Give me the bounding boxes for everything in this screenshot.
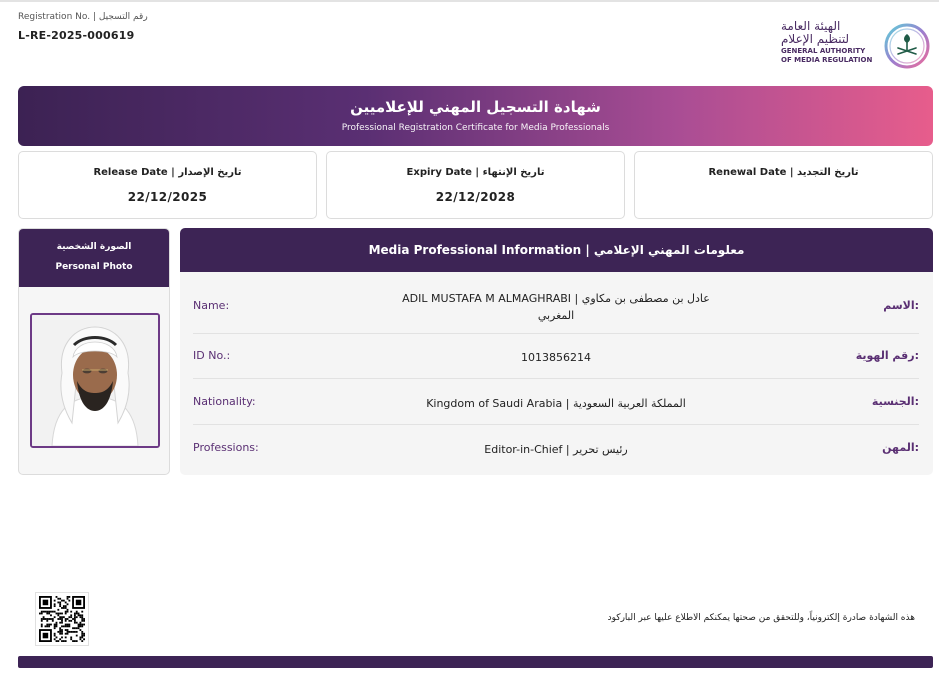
info-header: Media Professional Information | معلومات المهني الإعلامي <box>180 228 933 272</box>
renewal-date-label: Renewal Date | تاريخ التجديد <box>708 167 859 178</box>
logo-name-en-1: GENERAL AUTHORITY <box>781 47 866 55</box>
professions-label-ar: المهن: <box>882 441 919 454</box>
registration-label: Registration No. | رقم التسجيل <box>18 12 148 22</box>
qr-code-graphic <box>39 596 85 642</box>
expiry-date-value: 22/12/2028 <box>435 190 516 204</box>
photo-label-ar: الصورة الشخصية <box>56 242 132 252</box>
bottom-bar <box>18 656 933 668</box>
personal-photo-panel <box>18 228 170 475</box>
certificate-banner <box>18 86 933 146</box>
photo-label-en: Personal Photo <box>55 262 133 272</box>
name-label-ar: الاسم: <box>883 299 919 312</box>
nationality-label-en: Nationality: <box>193 395 256 408</box>
expiry-date-label: Expiry Date | تاريخ الإنتهاء <box>406 167 545 178</box>
logo-text <box>781 20 881 64</box>
qr-code-icon[interactable] <box>35 592 89 646</box>
logo-name-ar-1: الهيئة العامة <box>781 19 841 33</box>
release-date-label: Release Date | تاريخ الإصدار <box>93 167 242 178</box>
certificate-title-ar: شهادة التسجيل المهني للإعلاميين <box>350 98 601 116</box>
nationality-value: Kingdom of Saudi Arabia | المملكة العربية السعودية <box>426 397 686 410</box>
release-date-value: 22/12/2025 <box>127 190 208 204</box>
person-portrait-icon <box>32 315 158 446</box>
logo-name-ar-2: لتنظيم الإعلام <box>781 32 850 46</box>
logo-name-en-2: OF MEDIA REGULATION <box>781 56 873 64</box>
media-professional-info-panel <box>180 228 933 475</box>
info-row-id <box>193 349 919 367</box>
authority-logo <box>781 19 931 72</box>
professions-value: Editor-in-Chief | رئيس تحرير <box>484 443 628 456</box>
nationality-label-ar: الجنسية: <box>871 395 919 408</box>
row-divider <box>193 333 919 334</box>
name-value <box>333 290 779 324</box>
release-date-card <box>18 151 317 219</box>
certificate-title-en: Professional Registration Certificate for Media Professionals <box>341 123 610 133</box>
top-divider <box>0 0 939 2</box>
info-row-nationality <box>193 395 919 413</box>
expiry-date-card <box>326 151 625 219</box>
renewal-date-card <box>634 151 933 219</box>
id-value: 1013856214 <box>521 351 591 364</box>
personal-photo <box>30 313 160 448</box>
row-divider <box>193 378 919 379</box>
professions-label-en: Professions: <box>193 441 259 454</box>
row-divider <box>193 424 919 425</box>
info-row-name <box>193 288 919 328</box>
name-label-en: Name: <box>193 299 230 312</box>
verification-note: هذه الشهادة صادرة إلكترونياً، وللتحقق من صحتها يمكنكم الاطلاع عليها عبر الباركود <box>607 613 915 623</box>
id-label-ar: رقم الهوية: <box>855 349 919 362</box>
saudi-emblem-icon <box>883 22 931 70</box>
info-row-professions <box>193 441 919 459</box>
name-value-line-1: ADIL MUSTAFA M ALMAGHRABI | عادل بن مصطفى بن مكاوي <box>402 292 710 305</box>
registration-number: L-RE-2025-000619 <box>18 29 135 42</box>
registration-block <box>18 12 148 42</box>
id-label-en: ID No.: <box>193 349 231 362</box>
photo-header <box>19 229 169 287</box>
name-value-line-2: المغربي <box>537 309 575 322</box>
